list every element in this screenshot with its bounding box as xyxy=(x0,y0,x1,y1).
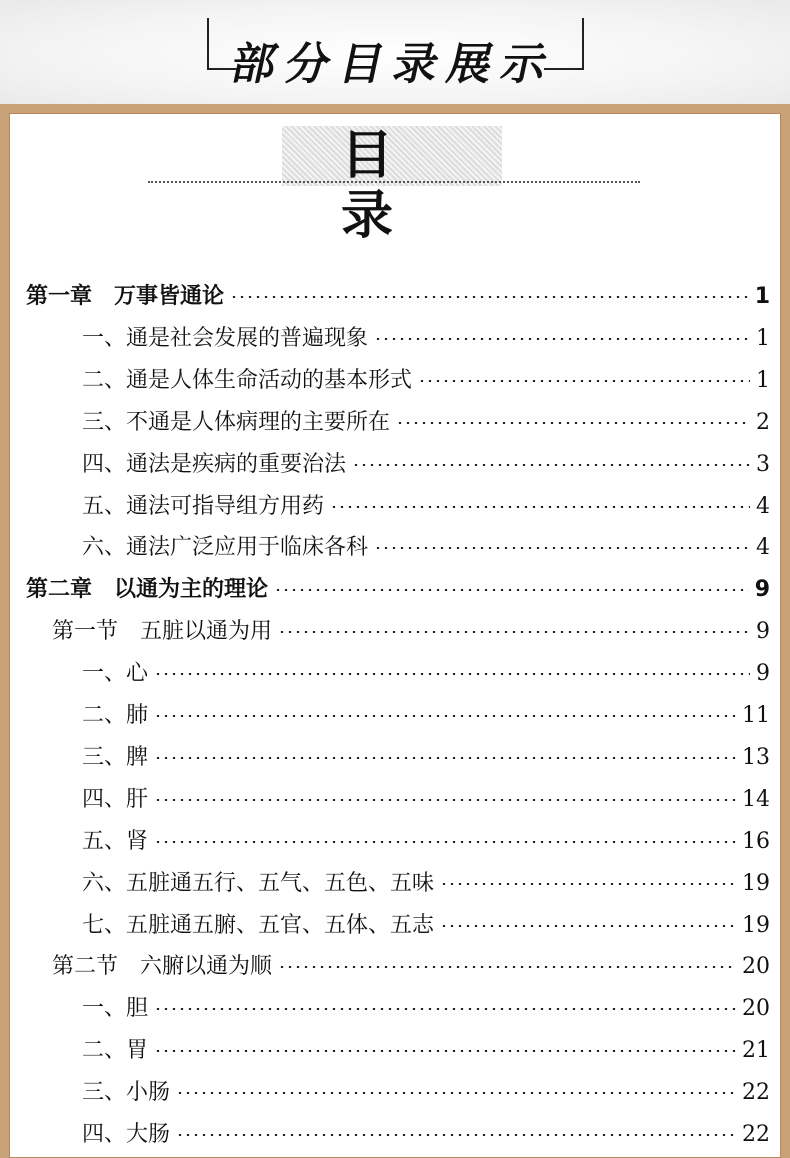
toc-leader-dots xyxy=(154,757,736,759)
toc-page-number: 20 xyxy=(742,954,770,980)
toc-leader-dots xyxy=(440,883,736,885)
toc-entry xyxy=(52,611,770,653)
toc-entry xyxy=(82,779,770,821)
toc-heading: 目 录 xyxy=(282,126,502,186)
toc-entry xyxy=(82,695,770,737)
toc-heading-rule xyxy=(148,181,640,183)
toc-leader-dots xyxy=(278,966,736,968)
toc-entry xyxy=(82,486,770,528)
toc-entry-title: 二、胃 xyxy=(82,1038,149,1064)
toc-entry-title: 三、不通是人体病理的主要所在 xyxy=(82,409,391,435)
toc-leader-dots xyxy=(154,841,736,843)
toc-entry-title: 一、通是社会发展的普遍现象 xyxy=(82,325,369,351)
toc-leader-dots xyxy=(418,380,750,382)
toc-entry-title: 五、通法可指导组方用药 xyxy=(82,493,325,519)
toc-page-number: 9 xyxy=(756,619,770,645)
toc-entry-title: 第一章 万事皆通论 xyxy=(26,284,225,309)
toc-page-number: 21 xyxy=(742,1038,770,1064)
toc-leader-dots xyxy=(278,631,750,633)
toc-entry-title: 三、小肠 xyxy=(82,1080,171,1106)
toc-entry-title: 四、肝 xyxy=(82,786,149,812)
toc-entry xyxy=(82,1114,770,1156)
toc-page-number: 11 xyxy=(742,703,770,728)
toc-leader-dots xyxy=(374,547,750,549)
toc-entry-title: 第一节 五脏以通为用 xyxy=(52,619,273,645)
toc-entry xyxy=(82,402,770,444)
toc-leader-dots xyxy=(330,506,750,508)
toc-leader-dots xyxy=(154,673,750,675)
toc-entry xyxy=(82,905,770,947)
toc-entry xyxy=(82,360,770,402)
toc-leader-dots xyxy=(396,422,750,424)
toc-page-number: 14 xyxy=(742,786,770,812)
banner-bracket-left xyxy=(207,18,209,70)
toc-leader-dots xyxy=(274,589,749,591)
toc-entry-title: 三、脾 xyxy=(82,744,149,770)
toc-page-number: 22 xyxy=(742,1122,770,1147)
toc-leader-dots xyxy=(176,1092,736,1094)
toc-page-number: 19 xyxy=(742,870,770,896)
toc-entry-title: 一、胆 xyxy=(82,996,149,1022)
toc-entry-title: 六、五脏通五行、五气、五色、五味 xyxy=(82,870,435,896)
toc-page-number: 1 xyxy=(756,367,770,393)
toc-page-number: 1 xyxy=(754,284,770,309)
toc-leader-dots xyxy=(352,464,750,466)
toc-leader-dots xyxy=(154,799,736,801)
toc-entry-title: 六、通法广泛应用于临床各科 xyxy=(82,535,369,561)
header-banner xyxy=(0,0,790,108)
toc-entry-title: 一、心 xyxy=(82,661,149,687)
toc-page-number: 19 xyxy=(742,912,770,938)
toc-page-number: 1 xyxy=(756,325,770,351)
toc-leader-dots xyxy=(154,1050,736,1052)
toc-page-number: 20 xyxy=(742,996,770,1022)
toc-entry-title: 第二章 以通为主的理论 xyxy=(26,577,269,603)
toc-leader-dots xyxy=(440,925,736,927)
toc-entry xyxy=(26,569,770,611)
toc-page-number: 9 xyxy=(754,577,770,603)
toc-entry xyxy=(82,821,770,863)
toc-entry xyxy=(82,988,770,1030)
toc-entry-title: 四、通法是疾病的重要治法 xyxy=(82,451,347,477)
toc-entry-title: 第二节 六腑以通为顺 xyxy=(52,954,273,980)
toc-entry xyxy=(82,653,770,695)
toc-leader-dots xyxy=(176,1134,736,1136)
toc-leader-dots xyxy=(230,296,749,298)
toc-entry-title: 四、大肠 xyxy=(82,1122,171,1147)
toc-entry xyxy=(52,946,770,988)
toc-page-number: 22 xyxy=(742,1080,770,1106)
toc-entry xyxy=(26,276,770,318)
toc-entry xyxy=(82,863,770,905)
toc-entry xyxy=(82,318,770,360)
toc-entry-title: 二、通是人体生命活动的基本形式 xyxy=(82,367,413,393)
toc-page-number: 13 xyxy=(742,744,770,770)
toc-entry xyxy=(82,444,770,486)
toc-page-number: 16 xyxy=(742,828,770,854)
toc-entry-title: 二、肺 xyxy=(82,703,149,728)
toc-entry xyxy=(82,1030,770,1072)
toc-leader-dots xyxy=(154,715,736,717)
toc-page-number: 3 xyxy=(756,451,770,477)
toc-entry-title: 七、五脏通五腑、五官、五体、五志 xyxy=(82,912,435,938)
toc-entry-title: 五、肾 xyxy=(82,828,149,854)
toc-leader-dots xyxy=(374,338,750,340)
toc-leader-dots xyxy=(154,1008,736,1010)
toc-page-number: 4 xyxy=(756,493,770,519)
toc-page-number: 2 xyxy=(756,409,770,435)
toc-page-number: 4 xyxy=(756,535,770,561)
toc-entry xyxy=(82,527,770,569)
toc-page-number: 9 xyxy=(756,661,770,687)
banner-bracket-right xyxy=(582,18,584,70)
banner-title: 部分目录展示 xyxy=(226,39,562,90)
toc-entry xyxy=(82,1072,770,1114)
toc-entry xyxy=(82,737,770,779)
